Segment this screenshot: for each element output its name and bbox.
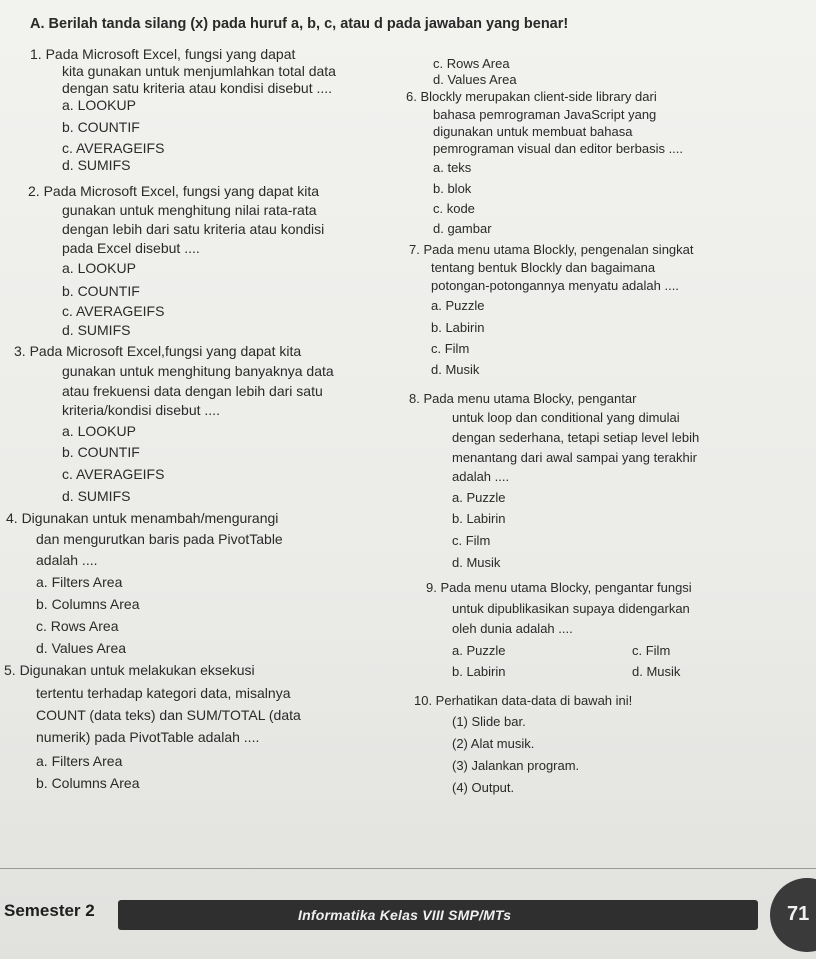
q2-option-a[interactable]: a. LOOKUP [62, 260, 136, 276]
q6-line-1: 6. Blockly merupakan client-side library dari [406, 89, 657, 104]
q8-line-4: menantang dari awal sampai yang terakhir [452, 450, 697, 465]
q3-line-2: gunakan untuk menghitung banyaknya data [62, 363, 334, 379]
q7-line-3: potongan-potongannya menyatu adalah .... [431, 278, 679, 293]
q4-line-3: adalah .... [36, 552, 98, 568]
q7-line-1: 7. Pada menu utama Blockly, pengenalan singkat [409, 242, 694, 257]
q2-option-d[interactable]: d. SUMIFS [62, 322, 131, 338]
q9-line-3: oleh dunia adalah .... [452, 621, 573, 636]
q9-option-a[interactable]: a. Puzzle [452, 643, 506, 658]
q4-option-c[interactable]: c. Rows Area [36, 618, 119, 634]
q10-line-1: 10. Perhatikan data-data di bawah ini! [414, 693, 633, 708]
q5-line-2: tertentu terhadap kategori data, misalnya [36, 685, 291, 701]
q6-line-4: pemrograman visual dan editor berbasis .... [433, 141, 684, 156]
q6-option-b[interactable]: b. blok [433, 181, 472, 196]
q7-line-2: tentang bentuk Blockly dan bagaimana [431, 260, 656, 275]
q10-item-3: (3) Jalankan program. [452, 758, 580, 773]
q5-option-b[interactable]: b. Columns Area [36, 775, 140, 791]
q3-option-a[interactable]: a. LOOKUP [62, 423, 136, 439]
q10-item-1: (1) Slide bar. [452, 714, 526, 729]
q10-item-2: (2) Alat musik. [452, 736, 535, 751]
q10-item-4: (4) Output. [452, 780, 515, 795]
q2-line-2: gunakan untuk menghitung nilai rata-rata [62, 202, 317, 218]
q1-line-3: dengan satu kriteria atau kondisi disebut .... [62, 80, 333, 96]
q9-line-2: untuk dipublikasikan supaya didengarkan [452, 601, 690, 616]
q2-line-4: pada Excel disebut .... [62, 240, 200, 256]
q7-option-d[interactable]: d. Musik [431, 362, 480, 377]
q3-option-d[interactable]: d. SUMIFS [62, 488, 131, 504]
q4-option-d[interactable]: d. Values Area [36, 640, 127, 656]
q6-line-2: bahasa pemrograman JavaScript yang [433, 107, 657, 122]
section-title: A. Berilah tanda silang (x) pada huruf a, b, c, atau d pada jawaban yang benar! [30, 16, 569, 32]
q3-line-4: kriteria/kondisi disebut .... [62, 402, 220, 418]
q5-option-a[interactable]: a. Filters Area [36, 753, 123, 769]
q2-option-c[interactable]: c. AVERAGEIFS [62, 303, 165, 319]
q6-line-3: digunakan untuk membuat bahasa [433, 124, 633, 139]
q1-option-d[interactable]: d. SUMIFS [62, 157, 131, 173]
q5-line-1: 5. Digunakan untuk melakukan eksekusi [4, 662, 255, 678]
q8-line-1: 8. Pada menu utama Blocky, pengantar [409, 391, 637, 406]
q3-line-1: 3. Pada Microsoft Excel,fungsi yang dapat kita [14, 343, 302, 359]
q2-line-3: dengan lebih dari satu kriteria atau kondisi [62, 221, 325, 237]
q1-option-c-right[interactable]: c. Rows Area [433, 56, 510, 71]
q3-option-c[interactable]: c. AVERAGEIFS [62, 466, 165, 482]
q4-line-2: dan mengurutkan baris pada PivotTable [36, 531, 283, 547]
q2-option-b[interactable]: b. COUNTIF [62, 283, 140, 299]
q7-option-b[interactable]: b. Labirin [431, 320, 485, 335]
q5-line-3: COUNT (data teks) dan SUM/TOTAL (data [36, 707, 301, 723]
q1-option-d-right[interactable]: d. Values Area [433, 72, 517, 87]
q1-option-c[interactable]: c. AVERAGEIFS [62, 140, 165, 156]
q5-line-4: numerik) pada PivotTable adalah .... [36, 729, 260, 745]
q8-line-3: dengan sederhana, tetapi setiap level lebih [452, 430, 700, 445]
page-number: 71 [787, 903, 810, 925]
q6-option-c[interactable]: c. kode [433, 201, 475, 216]
q9-option-c[interactable]: c. Film [632, 643, 671, 658]
footer-divider [0, 868, 816, 869]
q8-option-a[interactable]: a. Puzzle [452, 490, 506, 505]
q1-line-1: 1. Pada Microsoft Excel, fungsi yang dapat [30, 46, 296, 62]
q7-option-c[interactable]: c. Film [431, 341, 470, 356]
q6-option-a[interactable]: a. teks [433, 160, 472, 175]
q8-option-d[interactable]: d. Musik [452, 555, 501, 570]
q1-option-b[interactable]: b. COUNTIF [62, 119, 140, 135]
q9-line-1: 9. Pada menu utama Blocky, pengantar fungsi [426, 580, 692, 595]
q8-line-5: adalah .... [452, 469, 510, 484]
book-title: Informatika Kelas VIII SMP/MTs [298, 907, 512, 923]
q3-option-b[interactable]: b. COUNTIF [62, 444, 140, 460]
q1-option-a[interactable]: a. LOOKUP [62, 97, 136, 113]
q8-line-2: untuk loop dan conditional yang dimulai [452, 410, 680, 425]
q4-option-a[interactable]: a. Filters Area [36, 574, 123, 590]
q2-line-1: 2. Pada Microsoft Excel, fungsi yang dapat kita [28, 183, 320, 199]
q9-option-b[interactable]: b. Labirin [452, 664, 506, 679]
q9-option-d[interactable]: d. Musik [632, 664, 681, 679]
q8-option-b[interactable]: b. Labirin [452, 511, 506, 526]
semester-label: Semester 2 [4, 901, 95, 920]
q3-line-3: atau frekuensi data dengan lebih dari satu [62, 383, 323, 399]
q6-option-d[interactable]: d. gambar [433, 221, 492, 236]
q4-line-1: 4. Digunakan untuk menambah/mengurangi [6, 510, 279, 526]
q1-line-2: kita gunakan untuk menjumlahkan total data [62, 63, 336, 79]
q8-option-c[interactable]: c. Film [452, 533, 491, 548]
q4-option-b[interactable]: b. Columns Area [36, 596, 140, 612]
q7-option-a[interactable]: a. Puzzle [431, 298, 485, 313]
